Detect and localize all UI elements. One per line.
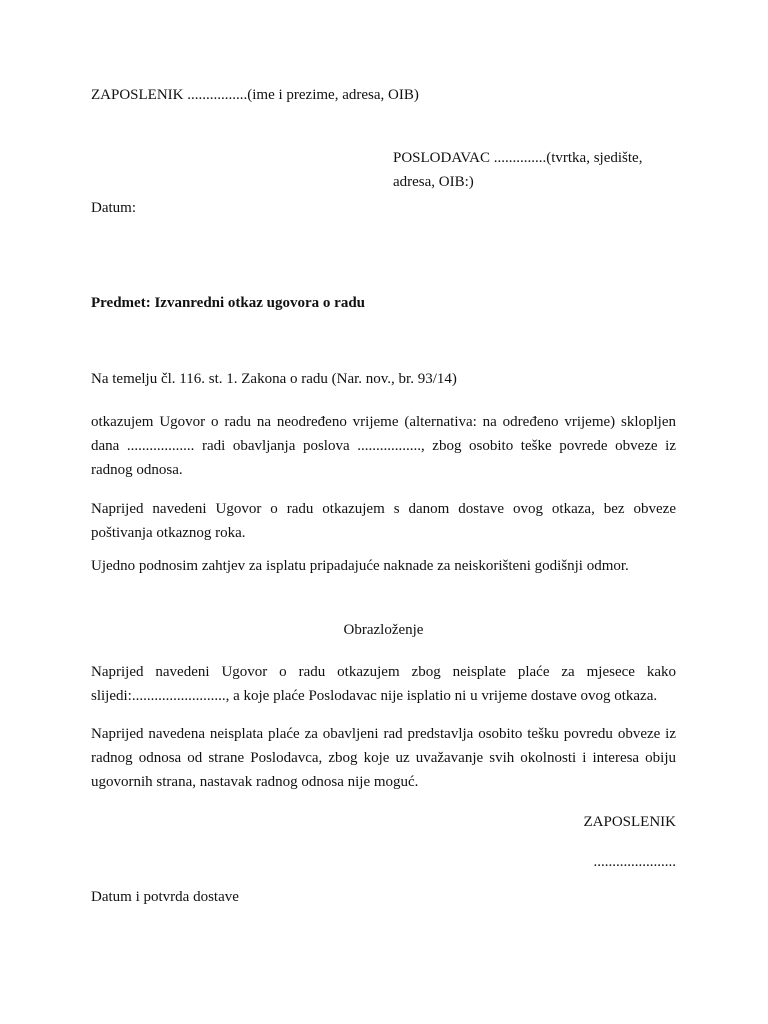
reasoning-title: Obrazloženje bbox=[343, 622, 424, 638]
termination-paragraph: otkazujem Ugovor o radu na neodređeno vrijeme (alternativa: na određeno vrijeme) sklopljen dana .................. radi obavljanja poslova ................., zbog osobito teške povrede obveze iz radnog odnosa. bbox=[91, 414, 676, 478]
notice-paragraph: Naprijed navedeni Ugovor o radu otkazujem s danom dostave ovog otkaza, bez obveze poštivanja otkaznog roka. bbox=[91, 501, 676, 541]
subject-heading: Predmet: Izvanredni otkaz ugovora o radu bbox=[91, 295, 366, 311]
employer-header-block: POSLODAVAC ..............(tvrtka, sjedište, adresa, OIB:) bbox=[393, 150, 643, 190]
vacation-request-paragraph: Ujedno podnosim zahtjev za isplatu pripadajuće naknade za neiskorišteni godišnji odmor. bbox=[91, 558, 629, 574]
legal-basis-line: Na temelju čl. 116. st. 1. Zakona o radu (Nar. nov., br. 93/14) bbox=[91, 371, 457, 387]
signature-line: ...................... bbox=[593, 854, 676, 870]
signature-label: ZAPOSLENIK bbox=[583, 814, 676, 830]
delivery-confirmation-label: Datum i potvrda dostave bbox=[91, 889, 239, 905]
reasoning-paragraph-2: Naprijed navedena neisplata plaće za obavljeni rad predstavlja osobito tešku povredu obveze iz radnog odnosa od strane Poslodavca, zbog koje uz uvažavanje svih okolnosti i interesa obiju ugovornih strana, nastavak radnog odnosa nije moguć. bbox=[91, 726, 676, 790]
employee-header-line: ZAPOSLENIK ................(ime i prezime, adresa, OIB) bbox=[91, 87, 419, 103]
date-label: Datum: bbox=[91, 200, 136, 216]
reasoning-paragraph-1: Naprijed navedeni Ugovor o radu otkazujem zbog neisplate plaće za mjesece kako slijedi:........................., a koje plaće Poslodavac nije isplatio ni u vrijeme dostave ovog otkaza. bbox=[91, 664, 676, 704]
